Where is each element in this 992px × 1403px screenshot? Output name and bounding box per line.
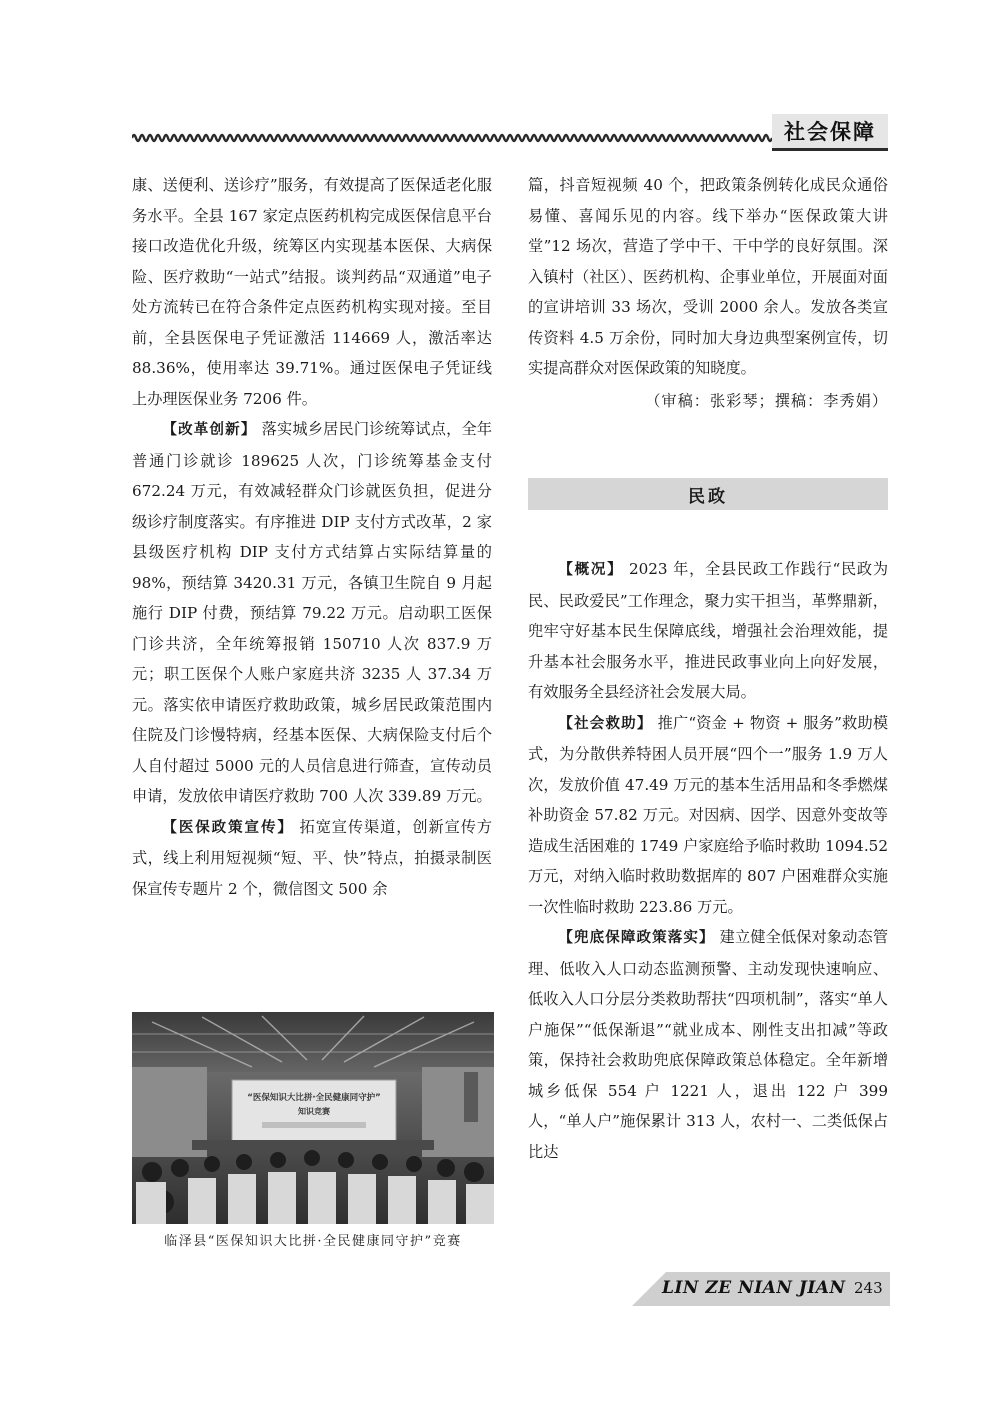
paragraph-text: 建立健全低保对象动态管理、低收入人口动态监测预警、主动发现快速响应、低收入人口分层分类救助帮扶“四项机制”，落实“单人户施保”“低保渐退”“就业成本、刚性支出扣减”等政策，保持社会救助兜底保障政策总体稳定。全年新增城乡低保 554 户 1221 人，退出 122 户 399 人，“单人户”施保累计 313 人，农村一、二类低保占比达: [528, 928, 889, 1161]
paragraph-keyword: 【改革创新】: [162, 422, 257, 438]
paragraph: [528, 554, 888, 708]
header-wavy-rule: [132, 130, 772, 146]
paragraph-keyword: 【社会救助】: [558, 715, 653, 732]
section-heading: 民政: [688, 486, 728, 507]
page-footer: [632, 1272, 890, 1306]
paragraph: [132, 170, 492, 414]
paragraph-text: 拓宽宣传渠道，创新宣传方式，线上利用短视频“短、平、快”特点，拍摄录制医保宣传专题片 2 个，微信图文 500 余: [132, 817, 493, 898]
paragraph: [528, 922, 888, 1167]
left-column: [132, 170, 492, 904]
right-column: [528, 170, 888, 1167]
paragraph-keyword: 【兜底保障政策落实】: [558, 930, 715, 946]
paragraph-keyword: 【概况】: [558, 562, 624, 578]
screen-banner-line2: 知识竞赛: [298, 1107, 330, 1116]
event-photo: [132, 1012, 494, 1224]
paragraph-text: 康、送便利、送诊疗”服务，有效提高了医保适老化服务水平。全县 167 家定点医药机构完成医保信息平台接口改造优化升级，统筹区内实现基本医保、大病保险、医疗救助“一站式”结报。谈判药品“双通道”电子处方流转已在符合条件定点医药机构实现对接。至目前，全县医保电子凭证激活 114669 人，激活率达 88.36%，使用率达 39.71%。通过医保电子凭证线上办理医保业务 7206 件。: [132, 176, 492, 408]
page-number: 243: [854, 1279, 883, 1297]
paragraph-text: 2023 年，全县民政工作践行“民政为民、民政爱民”工作理念，聚力实干担当，革弊鼎新，兜牢守好基本民生保障底线，增强社会治理效能，提升基本社会服务水平，推进民政事业向上向好发展，有效服务全县经济社会发展大局。: [528, 560, 889, 701]
photo-caption: 临泽县“医保知识大比拼·全民健康同守护”竞赛: [164, 1234, 462, 1249]
section-heading-bar: [528, 478, 888, 510]
editor-credit: （审稿：张彩琴；撰稿：李秀娟）: [645, 391, 888, 410]
section-tag: [772, 114, 888, 151]
screen-banner-line1: “医保知识大比拼·全民健康同守护”: [247, 1093, 381, 1103]
paragraph-keyword: 【医保政策宣传】: [162, 819, 294, 836]
paragraph: [528, 708, 888, 923]
paragraph-text: 落实城乡居民门诊统筹试点，全年普通门诊就诊 189625 人次，门诊统筹基金支付 672.24 万元，有效减轻群众门诊就医负担，促进分级诊疗制度落实。有序推进 DIP 支付方式改革，2 家县级医疗机构 DIP 支付方式结算占实际结算量的 98%，预结算 3420.31 万元，各镇卫生院自 9 月起施行 DIP 付费，预结算 79.22 万元。启动职工医保门诊共济，全年统筹报销 150710 人次 837.9 万元；职工医保个人账户家庭共济 3235 人 37.34 万元。落实依申请医疗救助政策，城乡居民政策范围内住院及门诊慢特病，经基本医保、大病保险支付后个人自付超过 5000 元的人员信息进行筛查，宣传动员申请，发放依申请医疗救助 700 人次 339.89 万元。: [132, 420, 493, 805]
paragraph-text: 篇，抖音短视频 40 个，把政策条例转化成民众通俗易懂、喜闻乐见的内容。线下举办“医保政策大讲堂”12 场次，营造了学中干、干中学的良好氛围。深入镇村（社区）、医药机构、企事业单位，开展面对面的宣讲培训 33 场次，受训 2000 余人。发放各类宣传资料 4.5 万余份，同时加大身边典型案例宣传，切实提高群众对医保政策的知晓度。: [528, 176, 888, 377]
footer-brand: LIN ZE NIAN JIAN: [662, 1278, 846, 1298]
section-tag-label: 社会保障: [784, 120, 876, 144]
paragraph: [132, 812, 492, 905]
paragraph-text: 推广“资金 + 物资 + 服务”救助模式，为分散供养特困人员开展“四个一”服务 1.9 万人次，发放价值 47.49 万元的基本生活用品和冬季燃煤补助资金 57.82 万元。对因病、因学、因意外变故等造成生活困难的 1749 户家庭给予临时救助 1094.52 万元，对纳入临时救助数据库的 807 户困难群众实施一次性临时救助 223.86 万元。: [528, 713, 889, 916]
paragraph: [528, 170, 888, 384]
paragraph: [132, 414, 492, 812]
